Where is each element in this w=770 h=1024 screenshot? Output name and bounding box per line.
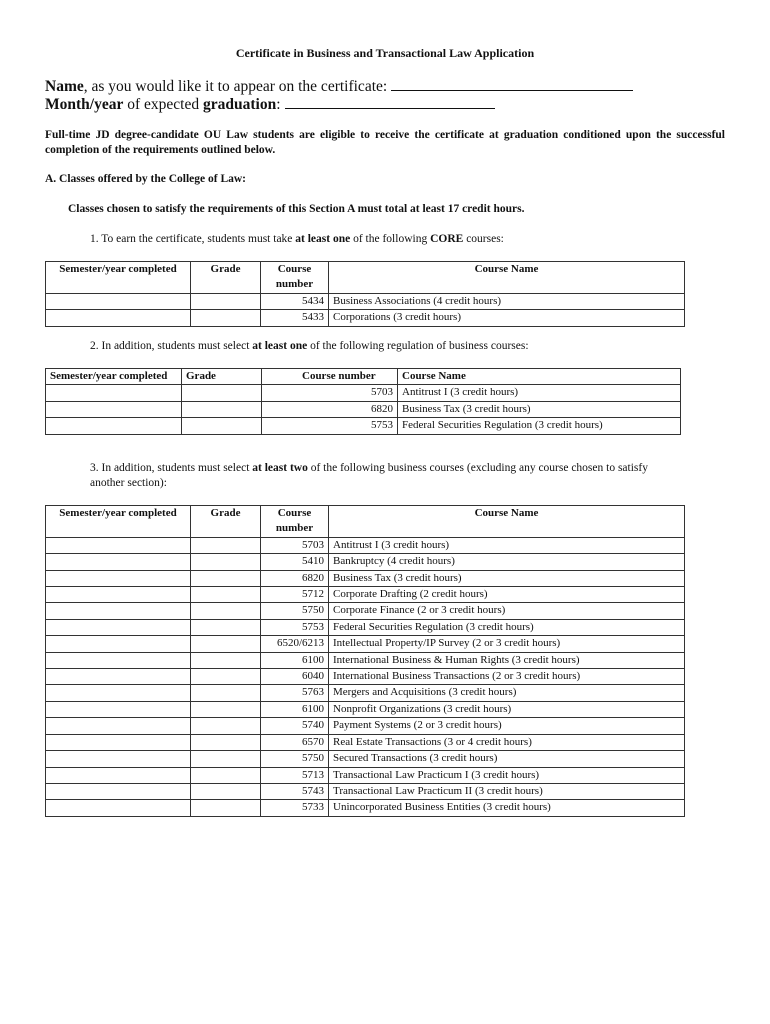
part3-rows [46,537,685,816]
part3-table [45,505,685,817]
table-row [46,603,685,619]
course-number-cell: 5410 [261,554,329,570]
section-a-subheading: Classes chosen to satisfy the requirements of this Section A must total at least 17 credit hours. [68,203,525,215]
course-name-cell: Antitrust I (3 credit hours) [398,385,681,401]
grade-cell[interactable] [182,385,262,401]
course-name-cell: Bankruptcy (4 credit hours) [329,554,685,570]
course-number-cell: 6570 [261,734,329,750]
part2-table [45,368,681,435]
grade-cell[interactable] [191,701,261,717]
course-number-cell: 5433 [261,310,329,326]
course-number-cell: 6520/6213 [261,636,329,652]
grade-cell[interactable] [191,669,261,685]
course-name-cell: Corporate Finance (2 or 3 credit hours) [329,603,685,619]
course-number-cell: 6820 [261,570,329,586]
part2-rows [46,385,681,434]
name-input-line[interactable] [391,78,633,91]
semester-cell[interactable] [46,603,191,619]
course-name-cell: Corporate Drafting (2 credit hours) [329,587,685,603]
table-row [46,685,685,701]
course-name-cell: Federal Securities Regulation (3 credit hours) [398,418,681,434]
table-row [46,401,681,417]
table-row [46,718,685,734]
part1-instruction-mid: of the following [350,233,431,245]
col-header-course-name: Course Name [398,369,681,385]
grade-cell[interactable] [191,587,261,603]
semester-cell[interactable] [46,587,191,603]
part2-instruction-end: of the following regulation of business courses: [307,340,529,352]
table-row [46,652,685,668]
section-a-heading: A. Classes offered by the College of Law: [45,173,247,185]
semester-cell[interactable] [46,718,191,734]
course-number-cell: 5750 [261,751,329,767]
table-row [46,767,685,783]
graduation-label-end: : [276,96,281,113]
graduation-label-mid: of expected [123,96,203,113]
table-row [46,751,685,767]
table-row [46,701,685,717]
course-name-cell: Payment Systems (2 or 3 credit hours) [329,718,685,734]
course-name-cell: Nonprofit Organizations (3 credit hours) [329,701,685,717]
table-row [46,734,685,750]
col-header-semester: Semester/year completed [46,506,191,538]
course-name-cell: Transactional Law Practicum I (3 credit hours) [329,767,685,783]
table-row [46,310,685,326]
table-row [46,619,685,635]
table-row [46,587,685,603]
table-row [46,800,685,816]
name-field [45,78,633,96]
form-title: Certificate in Business and Transactional Law Application [235,46,535,60]
course-number-cell: 5763 [261,685,329,701]
semester-cell[interactable] [46,619,191,635]
course-number-cell: 5740 [261,718,329,734]
table-row [46,537,685,553]
semester-cell[interactable] [46,570,191,586]
semester-cell[interactable] [46,701,191,717]
semester-cell[interactable] [46,537,191,553]
grade-cell[interactable] [191,652,261,668]
part3-instruction-pre: 3. In addition, students must select [90,462,253,474]
course-number-cell: 5733 [261,800,329,816]
graduation-label-bold: graduation [202,96,277,113]
course-number-cell: 5750 [261,603,329,619]
table-row [46,293,685,309]
eligibility-statement: Full-time JD degree-candidate OU Law students are eligible to receive the certificate at graduation conditioned upon the successful completion of the requirements outlined below. [45,129,725,156]
part2-instruction [90,339,660,354]
table-row [46,418,681,434]
part1-instruction-core: CORE [430,233,464,245]
course-number-cell: 6100 [261,652,329,668]
course-number-cell: 5712 [261,587,329,603]
semester-cell[interactable] [46,783,191,799]
table-row [46,385,681,401]
grade-cell[interactable] [191,537,261,553]
course-number-cell: 5703 [261,537,329,553]
course-name-cell: Business Tax (3 credit hours) [398,401,681,417]
course-name-cell: Intellectual Property/IP Survey (2 or 3 credit hours) [329,636,685,652]
semester-cell[interactable] [46,767,191,783]
semester-cell[interactable] [46,554,191,570]
part1-instruction-pre: 1. To earn the certificate, students must take [90,233,296,245]
col-header-course-name: Course Name [329,262,685,294]
part3-instruction-end: of the following business courses (excluding any course chosen to satisfy another section): [90,462,648,489]
graduation-input-line[interactable] [285,96,495,109]
grade-cell[interactable] [182,401,262,417]
part1-instruction-bold: at least one [295,233,351,245]
course-name-cell: Business Tax (3 credit hours) [329,570,685,586]
semester-cell[interactable] [46,293,191,309]
semester-cell[interactable] [46,385,182,401]
graduation-field [45,96,495,114]
course-name-cell: Business Associations (4 credit hours) [329,293,685,309]
semester-cell[interactable] [46,418,182,434]
part2-instruction-pre: 2. In addition, students must select [90,340,253,352]
semester-cell[interactable] [46,636,191,652]
grade-cell[interactable] [191,783,261,799]
col-header-course-number: Course number [262,369,398,385]
col-header-grade: Grade [191,506,261,538]
graduation-label: Month/year [45,96,124,113]
col-header-grade: Grade [191,262,261,294]
course-name-cell: Transactional Law Practicum II (3 credit hours) [329,783,685,799]
part1-instruction-end: courses: [463,233,504,245]
course-name-cell: Mergers and Acquisitions (3 credit hours) [329,685,685,701]
grade-cell[interactable] [191,685,261,701]
course-name-cell: Real Estate Transactions (3 or 4 credit hours) [329,734,685,750]
course-name-cell: Secured Transactions (3 credit hours) [329,751,685,767]
grade-cell[interactable] [191,619,261,635]
grade-cell[interactable] [191,636,261,652]
semester-cell[interactable] [46,310,191,326]
col-header-semester: Semester/year completed [46,369,182,385]
grade-cell[interactable] [191,767,261,783]
part1-instruction [90,232,660,247]
grade-cell[interactable] [191,603,261,619]
grade-cell[interactable] [182,418,262,434]
course-name-cell: Unincorporated Business Entities (3 credit hours) [329,800,685,816]
course-name-cell: Antitrust I (3 credit hours) [329,537,685,553]
semester-cell[interactable] [46,800,191,816]
grade-cell[interactable] [191,310,261,326]
name-label-rest: , as you would like it to appear on the certificate: [83,78,388,95]
course-name-cell: Corporations (3 credit hours) [329,310,685,326]
grade-cell[interactable] [191,751,261,767]
part2-instruction-bold: at least one [252,340,308,352]
grade-cell[interactable] [191,734,261,750]
col-header-course-name: Course Name [329,506,685,538]
col-header-course-number: Course number [261,262,329,294]
part1-rows [46,293,685,326]
semester-cell[interactable] [46,685,191,701]
grade-cell[interactable] [191,293,261,309]
grade-cell[interactable] [191,718,261,734]
col-header-course-number: Course number [261,506,329,538]
table-row [46,783,685,799]
course-number-cell: 5743 [261,783,329,799]
col-header-grade: Grade [182,369,262,385]
name-label: Name [45,78,84,95]
course-number-cell: 5753 [262,418,398,434]
table-row [46,570,685,586]
course-number-cell: 5713 [261,767,329,783]
part3-instruction [90,461,660,491]
course-number-cell: 6100 [261,701,329,717]
semester-cell[interactable] [46,652,191,668]
col-header-semester: Semester/year completed [46,262,191,294]
semester-cell[interactable] [46,401,182,417]
course-number-cell: 5753 [261,619,329,635]
table-row [46,669,685,685]
table-row [46,554,685,570]
table-row [46,636,685,652]
course-name-cell: Federal Securities Regulation (3 credit hours) [329,619,685,635]
course-name-cell: International Business & Human Rights (3 credit hours) [329,652,685,668]
grade-cell[interactable] [191,570,261,586]
part1-table [45,261,685,327]
semester-cell[interactable] [46,734,191,750]
grade-cell[interactable] [191,554,261,570]
grade-cell[interactable] [191,800,261,816]
course-number-cell: 6040 [261,669,329,685]
course-number-cell: 6820 [262,401,398,417]
semester-cell[interactable] [46,751,191,767]
part3-instruction-bold: at least two [252,462,308,474]
course-number-cell: 5434 [261,293,329,309]
course-name-cell: International Business Transactions (2 or 3 credit hours) [329,669,685,685]
course-number-cell: 5703 [262,385,398,401]
semester-cell[interactable] [46,669,191,685]
